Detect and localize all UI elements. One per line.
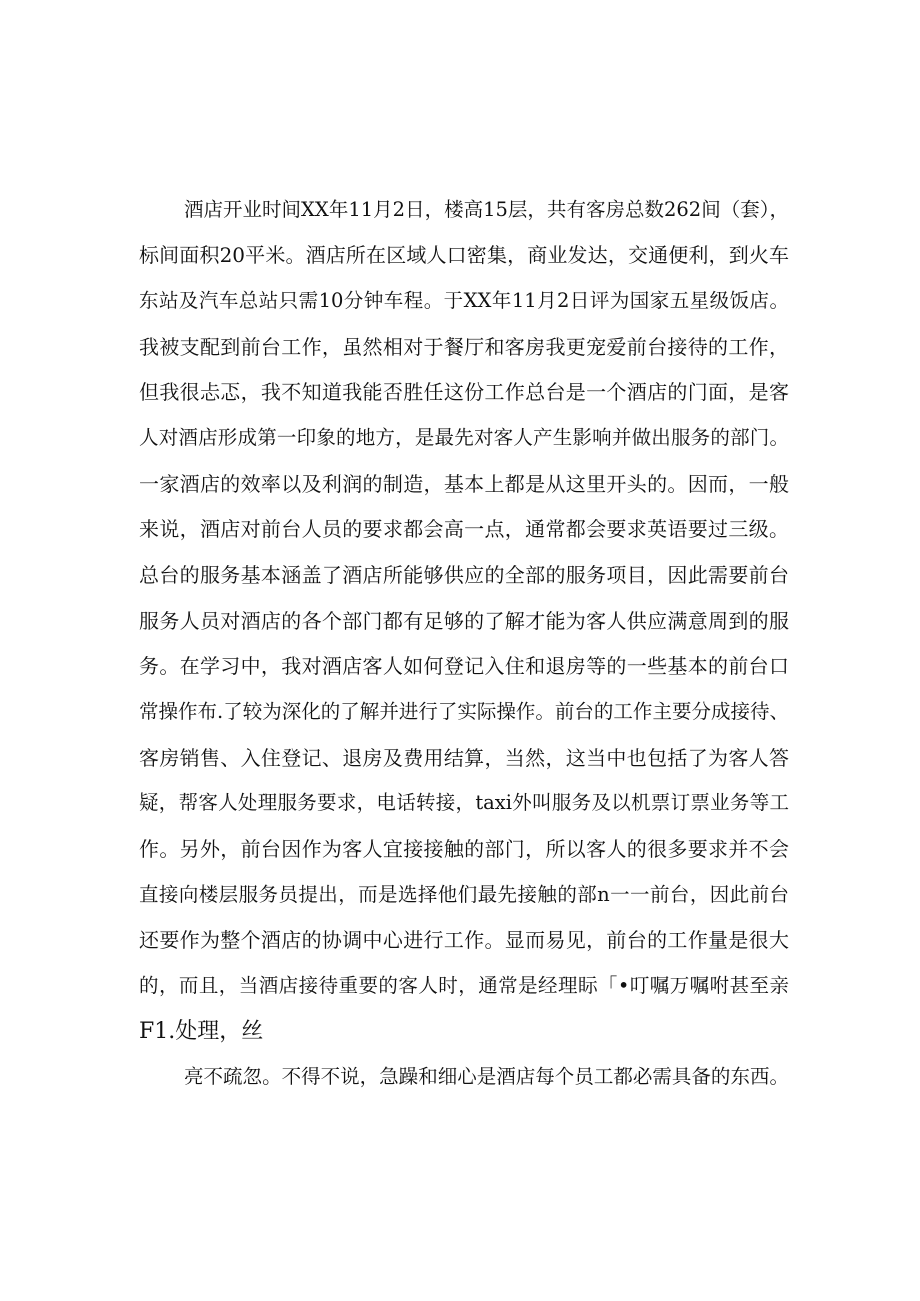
paragraph-line-5: 但我很忐忑，我不知道我能否胜任这份工作总台是一个酒店的门面，是客 (139, 380, 789, 404)
paragraph-line-11: 务。在学习中，我对酒店客人如何登记入住和退房等的一些基本的前台口 (139, 654, 789, 678)
paragraph-line-1: 酒店开业时间XX年11月2日，楼高15层，共有客房总数262间（套）， (184, 198, 789, 221)
paragraph-line-3: 东站及汽车总站只需10分钟车程。于XX年11月2日评为国家五星级饭店。 (139, 289, 789, 312)
paragraph-line-14: 疑，帮客人处理服务要求，电话转接，taxi外叫服务及以机票订票业务等工 (139, 791, 789, 814)
paragraph-line-12: 常操作布.了较为深化的了解并进行了实际操作。前台的工作主要分成接待、 (139, 700, 789, 723)
paragraph-line-19: F1.处理，丝 (139, 1019, 264, 1044)
paragraph-line-9: 总台的服务基本涵盖了酒店所能够供应的全部的服务项目，因此需要前台 (139, 563, 789, 587)
paragraph-line-8: 来说，酒店对前台人员的要求都会高一点，通常都会要求英语要过三级。 (139, 517, 789, 541)
paragraph-line-4: 我被支配到前台工作，虽然相对于餐厅和客房我更宠爱前台接待的工作， (139, 335, 789, 359)
paragraph-line-20: 亮不疏忽。不得不说，急躁和细心是酒店每个员工都必需具备的东西。 (184, 1065, 789, 1088)
paragraph-line-10: 服务人员对酒店的各个部门都有足够的了解才能为客人供应满意周到的服 (139, 609, 789, 633)
paragraph-line-17: 还要作为整个酒店的协调中心进行工作。显而易见，前台的工作量是很大 (139, 928, 789, 952)
paragraph-line-16: 直接向楼层服务员提出，而是选择他们最先接触的部n一一前台，因此前台 (139, 883, 789, 906)
paragraph-line-6: 人对酒店形成第一印象的地方，是最先对客人产生影响并做出服务的部门。 (139, 426, 789, 449)
paragraph-line-15: 作。另外，前台因作为客人宜接接触的部门，所以客人的很多要求并不会 (139, 837, 789, 861)
paragraph-line-18: 的，而且，当酒店接待重要的客人时，通常是经理眎「•叮嘱万嘱咐甚至亲 (139, 974, 789, 997)
paragraph-line-2: 标间面积20平米。酒店所在区域人口密集，商业发达，交通便利，到火车 (139, 243, 789, 267)
paragraph-line-7: 一家酒店的效率以及利润的制造，基本上都是从这里开头的。因而，一般 (139, 472, 789, 496)
paragraph-line-13: 客房销售、入住登记、退房及费用结算，当然，这当中也包括了为客人答 (139, 746, 789, 770)
